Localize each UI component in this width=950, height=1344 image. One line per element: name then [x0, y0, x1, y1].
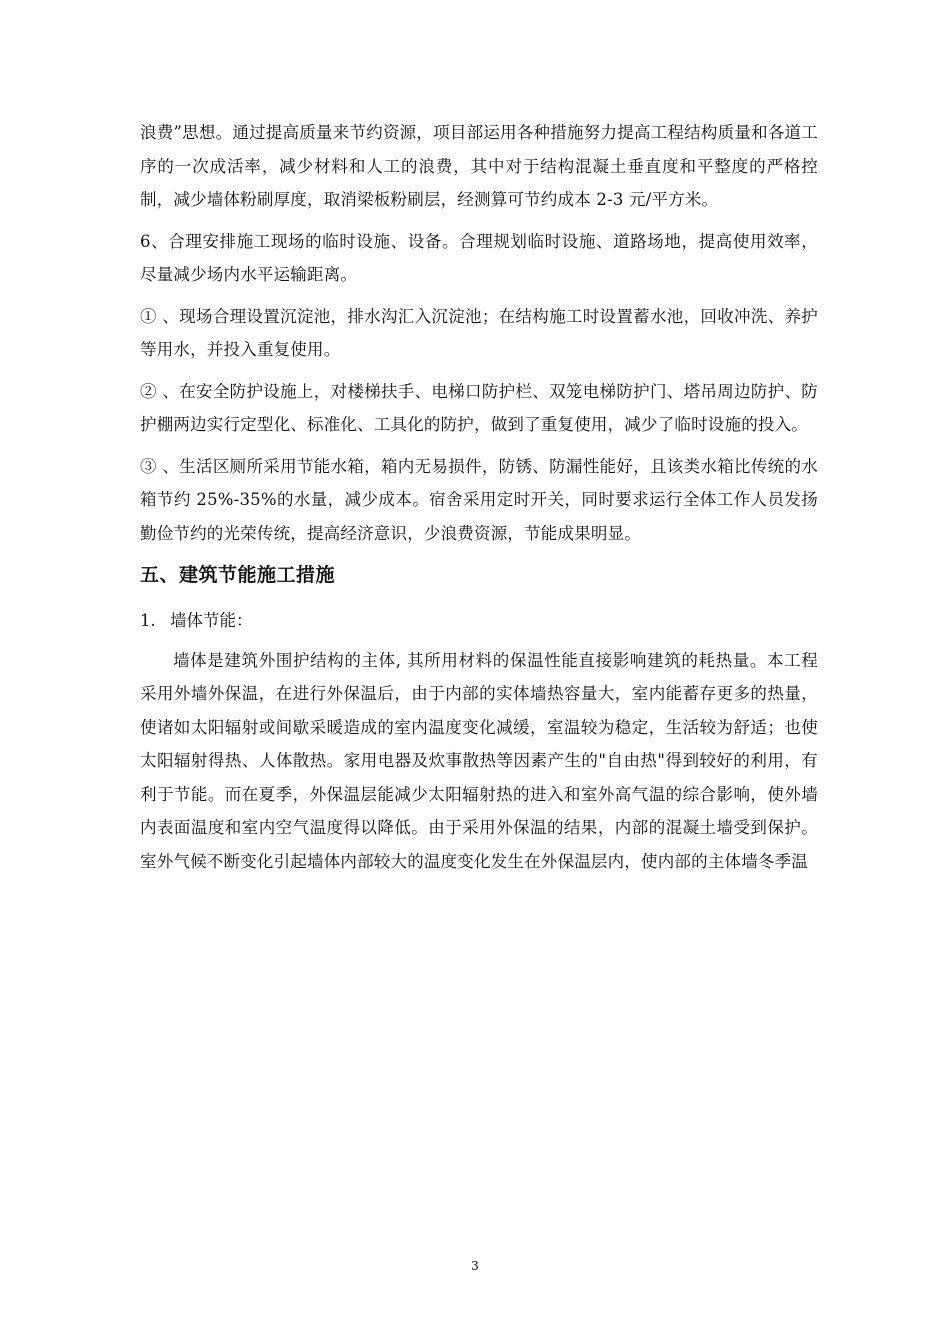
- subheading-wall-energy: [140, 604, 818, 638]
- page-number: 3: [471, 1259, 479, 1273]
- paragraph-item-2: ② 、在安全防护设施上，对楼梯扶手、电梯口防护栏、双笼电梯防护门、塔吊周边防护、防护棚两边实行定型化、标准化、工具化的防护，做到了重复使用，减少了临时设施的投入。: [140, 381, 818, 434]
- page-content: [140, 116, 818, 886]
- paragraph-wall-insulation: 墙体是建筑外围护结构的主体, 其所用材料的保温性能直接影响建筑的耗热量。本工程采用外墙外保温，在进行外保温后，由于内部的实体墙热容量大，室内能蓄存更多的热量，使诸如太阳辐射或间歇采暖造成的室内温度变化减缓，室温较为稳定，生活较为舒适；也使太阳辐射得热、人体散热。家用电器及炊事散热等因素产生的"自由热"得到较好的利用，有利于节能。而在夏季，外保温层能减少太阳辐射热的进入和室外高气温的综合影响，使外墙内表面温度和室内空气温度得以降低。由于采用外保温的结果，内部的混凝土墙受到保护。室外气候不断变化引起墙体内部较大的温度变化发生在外保温层内，使内部的主体墙冬季温: [140, 650, 818, 871]
- paragraph-temporary-facilities: 6、合理安排施工现场的临时设施、设备。合理规划临时设施、道路场地，提高使用效率，尽量减少场内水平运输距离。: [140, 231, 818, 284]
- paragraph-waste-savings: 浪费”思想。通过提高质量来节约资源，项目部运用各种措施努力提高工程结构质量和各道工序的一次成活率，减少材料和人工的浪费，其中对于结构混凝土垂直度和平整度的严格控制，减少墙体粉刷厚度，取消梁板粉刷层，经测算可节约成本 2-3 元/平方米。: [140, 123, 818, 209]
- paragraph-item-3: ③ 、生活区厕所采用节能水箱，箱内无易损件，防锈、防漏性能好，且该类水箱比传统的水箱节约 25%-35%的水量，减少成本。宿舍采用定时开关，同时要求运行全体工作人员发扬勤俭节约的光荣传统，提高经济意识，少浪费资源，节能成果明显。: [140, 456, 818, 543]
- subheading-number: 1.: [140, 611, 156, 630]
- paragraph-item-1: ① 、现场合理设置沉淀池，排水沟汇入沉淀池；在结构施工时设置蓄水池，回收冲洗、养护等用水，并投入重复使用。: [140, 306, 818, 359]
- subheading-text: 墙体节能：: [170, 611, 253, 630]
- section-title: 五、建筑节能施工措施: [140, 564, 336, 586]
